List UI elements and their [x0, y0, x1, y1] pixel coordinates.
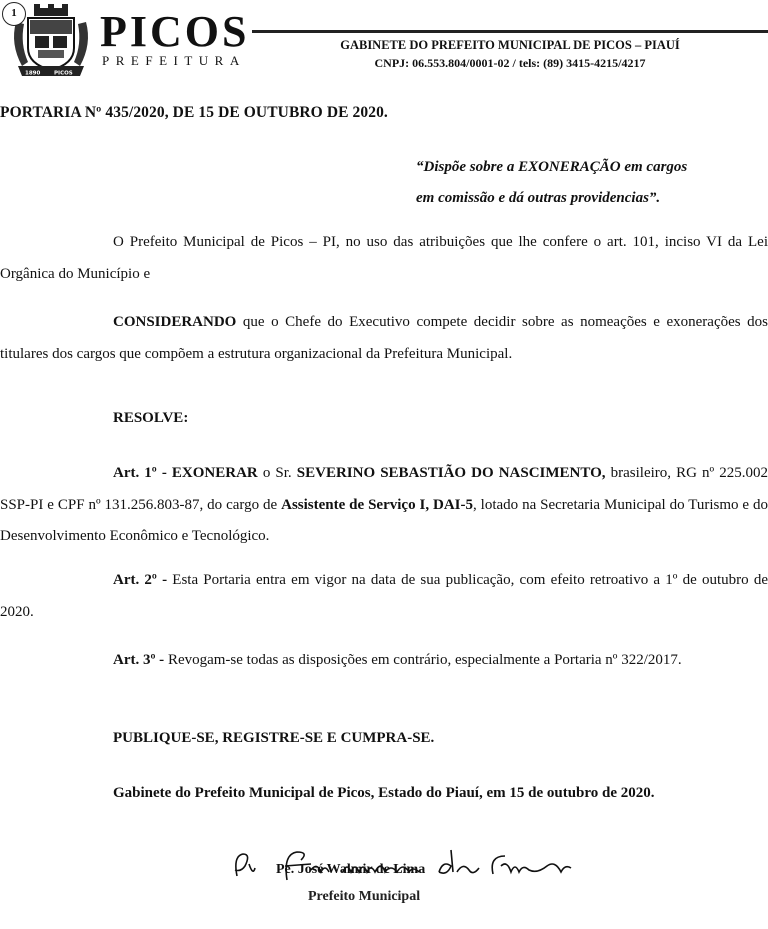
closing-paragraph: Gabinete do Prefeito Municipal de Picos, Estado do Piauí, em 15 de outubro de 2020.	[113, 785, 655, 801]
publish-statement: PUBLIQUE-SE, REGISTRE-SE E CUMPRA-SE.	[113, 730, 435, 746]
brand-wordmark	[100, 7, 250, 68]
article-1-action: EXONERAR	[171, 465, 258, 481]
article-1-text-a: o Sr.	[257, 465, 297, 481]
summary-line-2: em comissão e dá outras providencias”.	[416, 190, 661, 206]
crest-ribbon-text: PICOS	[54, 70, 73, 77]
summary-line-1: “Dispõe sobre a EXONERAÇÃO em cargos	[416, 159, 688, 175]
considerando-paragraph	[0, 307, 768, 370]
considerando-label: CONSIDERANDO	[113, 314, 237, 330]
brand-subtitle: PREFEITURA	[102, 53, 246, 68]
article-3	[0, 645, 768, 677]
article-1-label: Art. 1º -	[113, 465, 172, 481]
resolve-heading: RESOLVE:	[113, 410, 189, 426]
document-summary	[416, 152, 768, 214]
article-1-position: Assistente de Serviço I, DAI-5	[281, 496, 473, 513]
page-number-badge: 1	[2, 2, 26, 26]
considerando-text: que o Chefe do Executivo compete decidir sobre as nomeações e exonerações dos titulares dos cargos que compõem a estrutura organizacional da Prefeitura Municipal.	[0, 314, 768, 362]
article-1-text-c: , lotado na Secretaria Municipal do Turismo e do Desenvolvimento Econômico e Tecnológico.	[0, 496, 768, 544]
article-1	[0, 458, 768, 553]
office-title: GABINETE DO PREFEITO MUNICIPAL DE PICOS – PIAUÍ	[340, 38, 680, 52]
article-2-text: Esta Portaria entra em vigor na data de sua publicação, com efeito retroativo a 1º de outubro de 2020.	[0, 572, 768, 620]
signer-role: Prefeito Municipal	[308, 889, 421, 904]
crest-year: 1890	[25, 70, 41, 77]
article-2-label: Art. 2º -	[113, 572, 173, 588]
article-1-text-b: brasileiro, RG nº 225.002 SSP-PI e CPF nº 131.256.803-87, do cargo de	[0, 465, 768, 513]
brand-name: PICOS	[100, 7, 250, 56]
preamble-paragraph: O Prefeito Municipal de Picos – PI, no uso das atribuições que lhe confere o art. 101, inciso VI da Lei Orgânica do Município e	[0, 234, 768, 282]
signer-name: Pe. José Walmir de Lima	[276, 862, 426, 877]
article-1-person-name: SEVERINO SEBASTIÃO DO NASCIMENTO,	[296, 465, 606, 481]
article-3-text: Revogam-se todas as disposições em contrário, especialmente a Portaria nº 322/2017.	[167, 652, 682, 668]
header-divider	[252, 30, 768, 33]
document-title: PORTARIA Nº 435/2020, DE 15 DE OUTUBRO DE 2020.	[0, 104, 388, 121]
article-3-label: Art. 3º -	[113, 652, 168, 668]
article-2	[0, 565, 768, 628]
contact-line: CNPJ: 06.553.804/0001-02 / tels: (89) 3415-4215/4217	[374, 56, 646, 70]
